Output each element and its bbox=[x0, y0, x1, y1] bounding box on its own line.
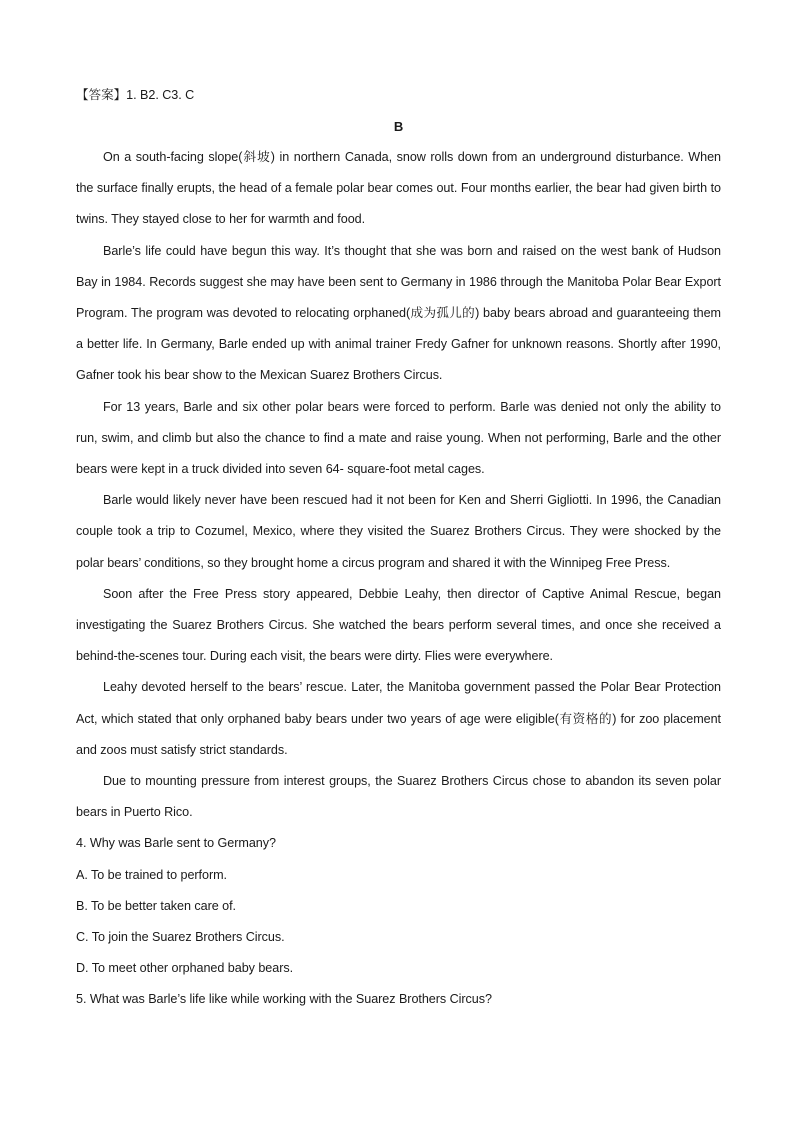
option-b: B. To be better taken care of. bbox=[76, 898, 236, 913]
passage-paragraph-1: On a south-facing slope(斜坡) in northern Canada, snow rolls down from an underground disturbance. When the surface finally erupts, the head of a female polar bear comes out. Four months earlier, the bear had given birth to twins. They stayed close to her for warmth and food. bbox=[76, 150, 721, 227]
question-4 bbox=[76, 828, 721, 984]
passage-paragraph-6: Leahy devoted herself to the bears’ rescue. Later, the Manitoba government passed the Polar Bear Protection Act, which stated that only orphaned baby bears under two years of age were eligible(有资格的) for zoo placement and zoos must satisfy strict standards. bbox=[76, 680, 721, 757]
document-page bbox=[76, 80, 721, 1016]
question-5 bbox=[76, 984, 721, 1015]
question-stem: 5. What was Barle’s life like while working with the Suarez Brothers Circus? bbox=[76, 992, 492, 1007]
section-title: B bbox=[393, 119, 404, 134]
passage-paragraph-4: Barle would likely never have been rescued had it not been for Ken and Sherri Gigliotti. In 1996, the Canadian couple took a trip to Cozumel, Mexico, where they visited the Suarez Brothers Circus. They were shocked by the polar bears’ conditions, so they brought home a circus program and shared it with the Winnipeg Free Press. bbox=[76, 493, 721, 570]
answer-key: 【答案】1. B2. C3. C bbox=[76, 88, 195, 102]
option-a: A. To be trained to perform. bbox=[76, 867, 227, 882]
option-c: C. To join the Suarez Brothers Circus. bbox=[76, 930, 285, 945]
passage bbox=[76, 142, 721, 828]
question-stem: 4. Why was Barle sent to Germany? bbox=[76, 836, 276, 851]
passage-paragraph-5: Soon after the Free Press story appeared, Debbie Leahy, then director of Captive Animal Rescue, began investigating the Suarez Brothers Circus. She watched the bears perform several times, and once she received a behind-the-scenes tour. During each visit, the bears were dirty. Flies were everywhere. bbox=[76, 586, 721, 664]
option-d: D. To meet other orphaned baby bears. bbox=[76, 961, 294, 976]
passage-paragraph-7: Due to mounting pressure from interest groups, the Suarez Brothers Circus chose to abandon its seven polar bears in Puerto Rico. bbox=[76, 774, 721, 820]
passage-paragraph-2: Barle’s life could have begun this way. It’s thought that she was born and raised on the west bank of Hudson Bay in 1984. Records suggest she may have been sent to Germany in 1986 through the Manitoba Polar Bear Export Program. The program was devoted to relocating orphaned(成为孤儿的) baby bears abroad and guaranteeing them a better life. In Germany, Barle ended up with animal trainer Fredy Gafner for unknown reasons. Shortly after 1990, Gafner took his bear show to the Mexican Suarez Brothers Circus. bbox=[76, 243, 721, 383]
passage-paragraph-3: For 13 years, Barle and six other polar bears were forced to perform. Barle was denied not only the ability to run, swim, and climb but also the chance to find a mate and raise young. When not performing, Barle and the other bears were kept in a truck divided into seven 64- square-foot metal cages. bbox=[76, 399, 721, 477]
